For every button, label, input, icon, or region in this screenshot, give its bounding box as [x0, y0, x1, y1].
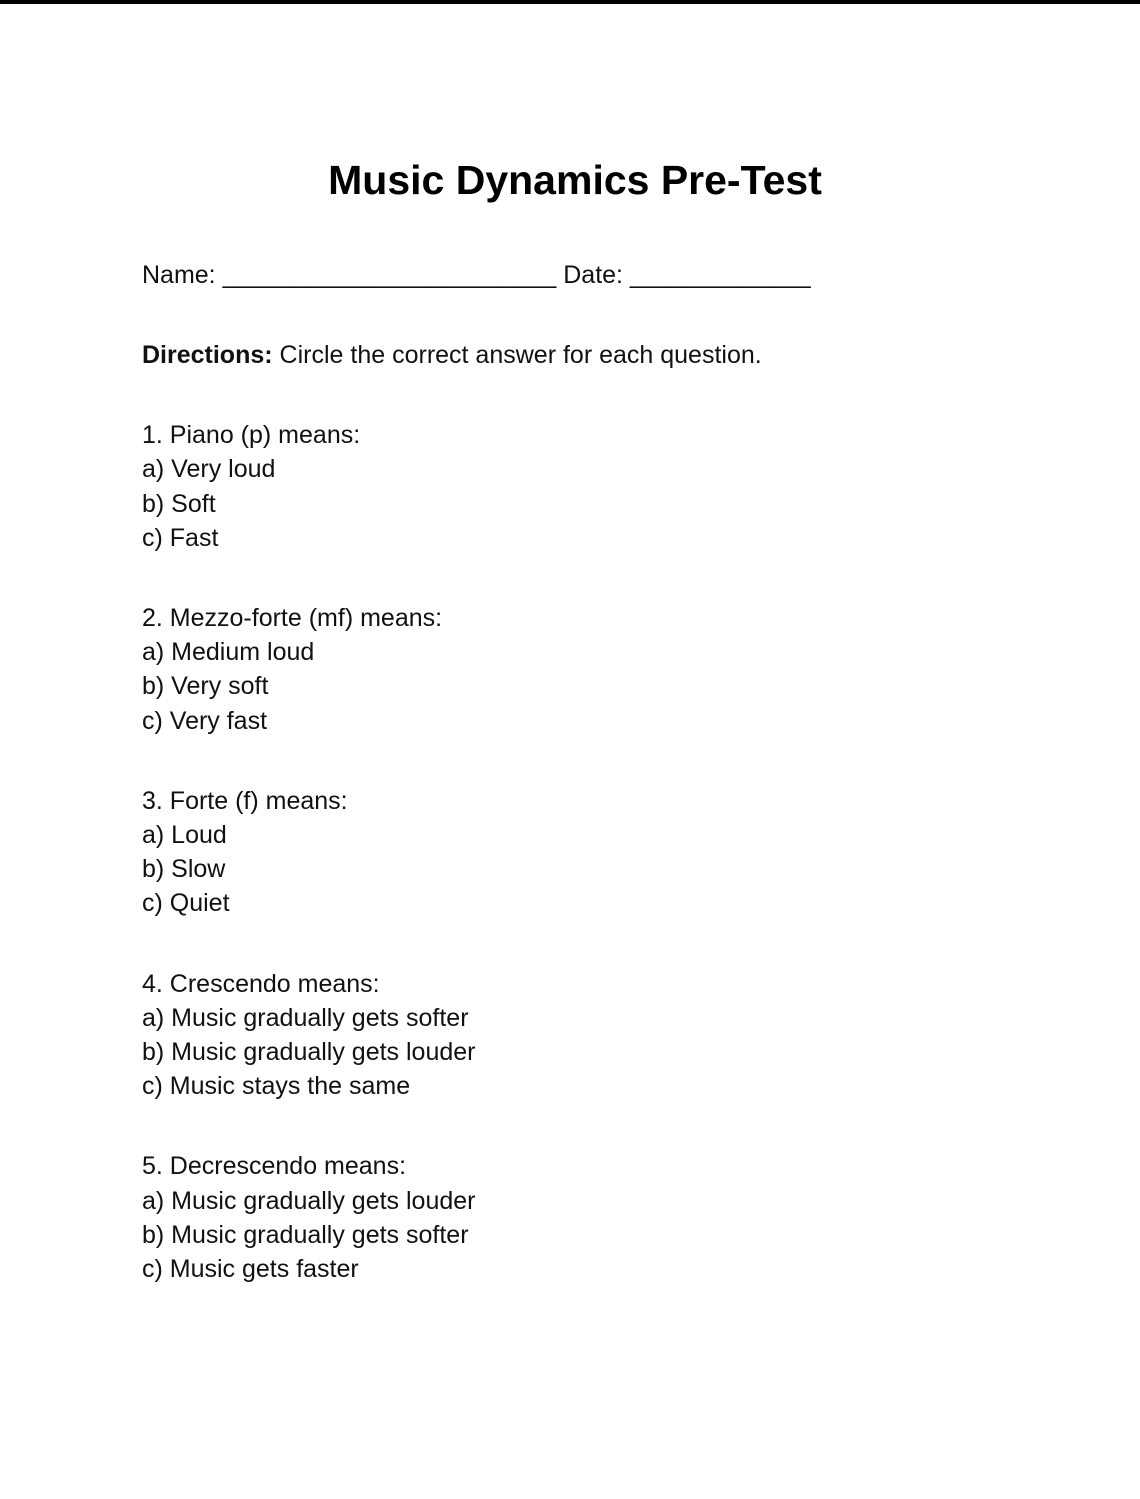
answer-option[interactable]: a) Music gradually gets softer [142, 1003, 469, 1032]
answer-option[interactable]: c) Quiet [142, 889, 230, 918]
question-3 [142, 784, 1042, 921]
question-5 [142, 1149, 1042, 1286]
question-prompt: 5. Decrescendo means: [142, 1152, 407, 1181]
top-border [0, 0, 1140, 4]
answer-option[interactable]: a) Loud [142, 821, 227, 850]
answer-option[interactable]: b) Music gradually gets louder [142, 1038, 476, 1067]
name-date-line [142, 258, 1042, 296]
date-field[interactable]: Date: _____________ [563, 261, 811, 289]
answer-option[interactable]: c) Music stays the same [142, 1072, 411, 1101]
question-1 [142, 418, 1042, 555]
directions-label: Directions: [142, 341, 273, 369]
answer-option[interactable]: c) Very fast [142, 706, 268, 735]
directions [142, 338, 1042, 372]
answer-option[interactable]: b) Slow [142, 855, 226, 884]
question-prompt: 4. Crescendo means: [142, 969, 380, 998]
question-prompt: 3. Forte (f) means: [142, 786, 348, 815]
answer-option[interactable]: a) Medium loud [142, 638, 315, 667]
answer-option[interactable]: a) Very loud [142, 455, 276, 484]
answer-option[interactable]: b) Very soft [142, 672, 269, 701]
question-4 [142, 967, 1042, 1104]
name-field[interactable]: Name: ________________________ [142, 261, 557, 289]
answer-option[interactable]: b) Soft [142, 489, 216, 518]
answer-option[interactable]: c) Music gets faster [142, 1255, 359, 1284]
question-2 [142, 601, 1042, 738]
answer-option[interactable]: a) Music gradually gets louder [142, 1186, 476, 1215]
answer-option[interactable]: b) Music gradually gets softer [142, 1220, 469, 1249]
directions-text: Circle the correct answer for each question. [279, 341, 762, 369]
question-prompt: 2. Mezzo-forte (mf) means: [142, 604, 443, 633]
page-title: Music Dynamics Pre-Test [328, 157, 822, 203]
answer-option[interactable]: c) Fast [142, 523, 219, 552]
question-prompt: 1. Piano (p) means: [142, 421, 361, 450]
worksheet-body [142, 258, 1042, 1286]
